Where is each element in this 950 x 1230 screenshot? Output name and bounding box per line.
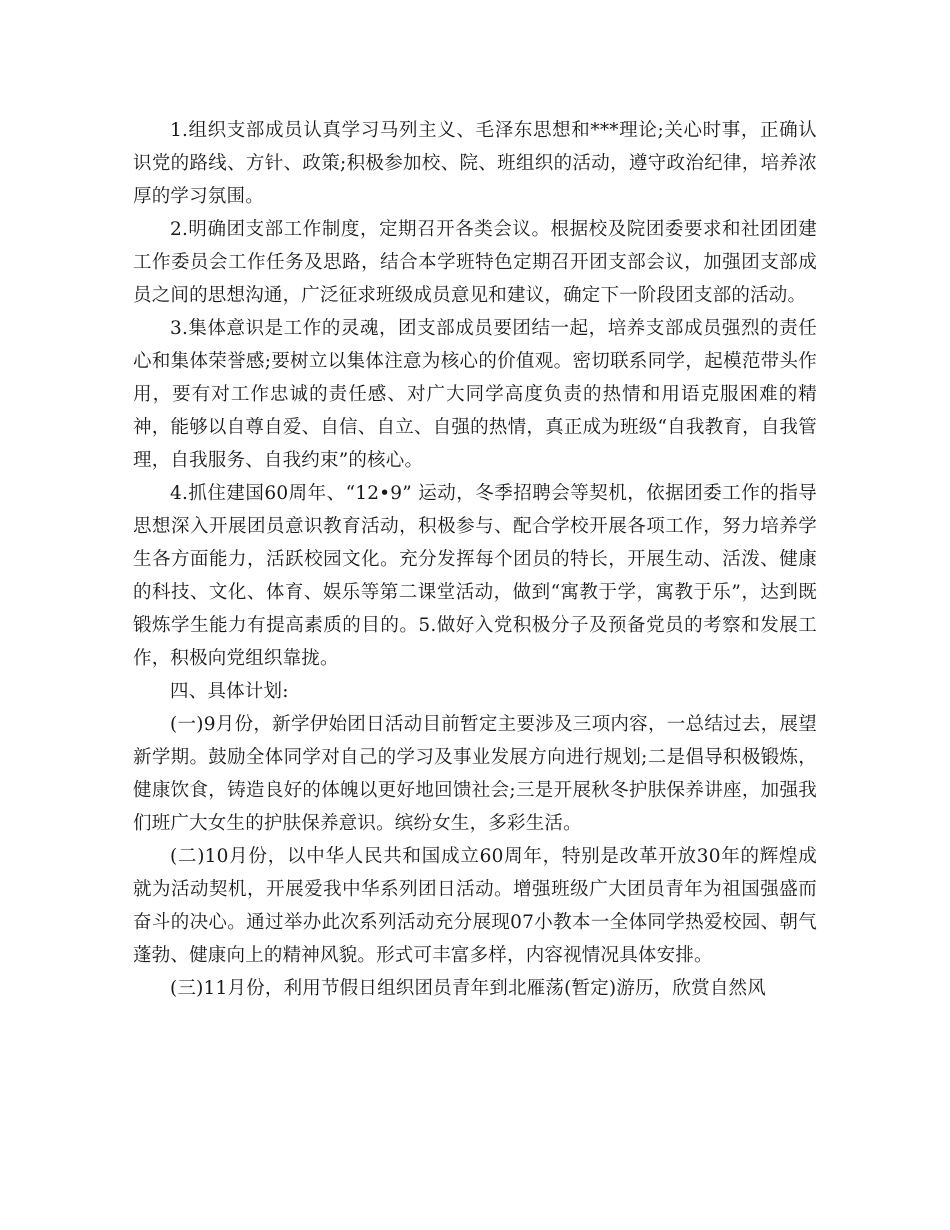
paragraph-item-4: 4.抓住建国60周年、“12•9” 运动，冬季招聘会等契机，依据团委工作的指导思想深入开展团员意识教育活动，积极参与、配合学校开展各项工作，努力培养学生各方面能力，活跃校园文化。充分发挥每个团员的特长，开展生动、活泼、健康的科技、文化、体育、娱乐等第二课堂活动，做到“寓教于学，寓教于乐”，达到既锻炼学生能力有提高素质的目的。5.做好入党积极分子及预备党员的考察和发展工作，积极向党组织靠拢。 (133, 483, 817, 669)
document-body (133, 114, 817, 1005)
plan-item-november: (三)11月份，利用节假日组织团员青年到北雁荡(暂定)游历，欣赏自然风 (170, 978, 766, 999)
paragraph-item-3: 3.集体意识是工作的灵魂，团支部成员要团结一起，培养支部成员强烈的责任心和集体荣誉感;要树立以集体注意为核心的价值观。密切联系同学，起模范带头作用，要有对工作忠诚的责任感、对广大同学高度负责的热情和用语克服困难的精神，能够以自尊自爱、自信、自立、自强的热情，真正成为班级“自我教育，自我管理，自我服务、自我约束”的核心。 (133, 318, 817, 471)
paragraph-item-2: 2.明确团支部工作制度，定期召开各类会议。根据校及院团委要求和社团团建工作委员会工作任务及思路，结合本学班特色定期召开团支部会议，加强团支部成员之间的思想沟通，广泛征求班级成员意见和建议，确定下一阶段团支部的活动。 (133, 219, 817, 306)
plan-item-september: (一)9月份，新学伊始团日活动目前暂定主要涉及三项内容，一总结过去，展望新学期。鼓励全体同学对自己的学习及事业发展方向进行规划;二是倡导积极锻炼，健康饮食，铸造良好的体魄以更好地回馈社会;三是开展秋冬护肤保养讲座，加强我们班广大女生的护肤保养意识。缤纷女生，多彩生活。 (133, 714, 817, 834)
plan-item-october: (二)10月份，以中华人民共和国成立60周年，特别是改革开放30年的辉煌成就为活动契机，开展爱我中华系列团日活动。增强班级广大团员青年为祖国强盛而奋斗的决心。通过举办此次系列活动充分展现07小教本一全体同学热爱校园、朝气蓬勃、健康向上的精神风貌。形式可丰富多样，内容视情况具体安排。 (133, 846, 817, 966)
paragraph-item-1: 1.组织支部成员认真学习马列主义、毛泽东思想和***理论;关心时事，正确认识党的路线、方针、政策;积极参加校、院、班组织的活动，遵守政治纪律，培养浓厚的学习氛围。 (133, 120, 817, 207)
section-heading: 四、具体计划: (170, 681, 289, 702)
